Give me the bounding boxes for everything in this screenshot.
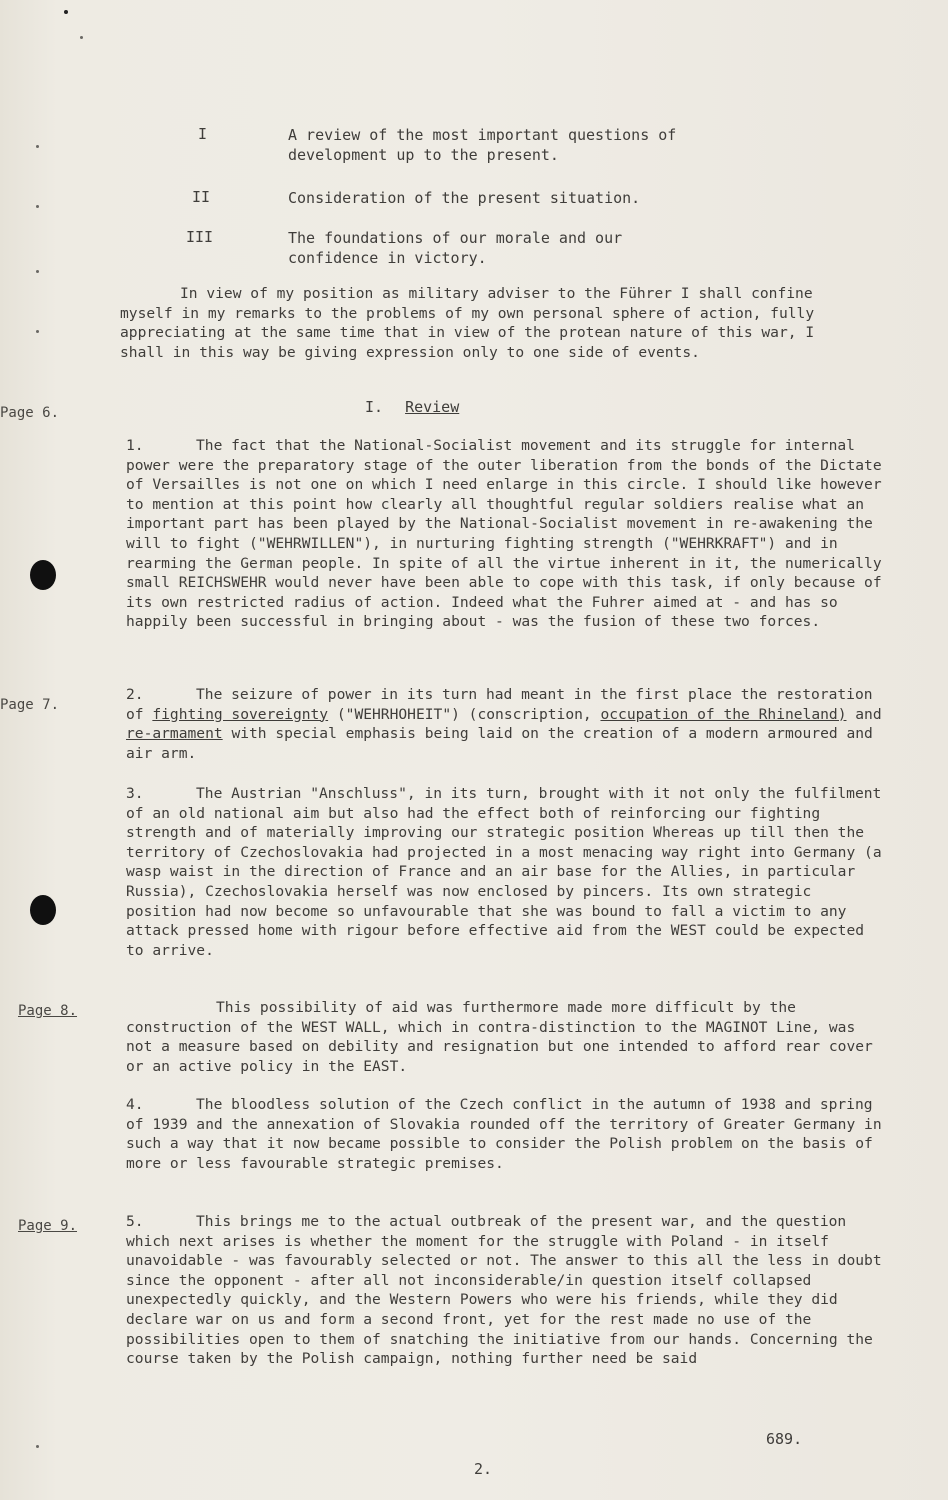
paragraph-2 <box>126 685 886 763</box>
section-heading <box>365 398 459 416</box>
speck <box>36 1445 39 1448</box>
speck <box>36 145 39 148</box>
outline-text: The foundations of our morale and our confidence in victory. <box>288 229 623 267</box>
paragraph-text: This possibility of aid was furthermore made more difficult by the construction of the WEST WALL, which in contra-distinction to the MAGINOT Line, was not a measure based on debility and resignation but one intended to afford rear cover or an active policy in the EAST. <box>126 999 873 1075</box>
paragraph-3b <box>126 998 886 1076</box>
paragraph-number: 3. <box>126 785 144 802</box>
outline-numeral: II <box>192 188 211 206</box>
paragraph-text: The Austrian "Anschluss", in its turn, brought with it not only the fulfilment of an old national aim but also had the effect both of reinforcing our fighting strength and of materially improving our strategic position Whereas up till then the territory of Czechoslovakia had projected in a most menacing way right into Germany (a wasp waist in the direction of France and an air base for the Allies, in particular Russia), Czechoslovakia herself was now enclosed by pincers. Its own strategic position had now become so unfavourable that she was bound to fall a victim to any attack pressed home with rigour before effective aid from the WEST could be expected to arrive. <box>126 785 882 959</box>
paragraph-text: ("WEHRHOHEIT") (conscription, <box>328 705 601 723</box>
page-number: 2. <box>474 1460 493 1478</box>
paragraph-3 <box>126 784 886 960</box>
speck <box>36 205 39 208</box>
paragraph-text: This brings me to the actual outbreak of the present war, and the question which next arises is whether the moment for the struggle with Poland - in itself unavoidable - was favourably selected or not. The answer to this all the less in doubt since the opponent - after all not inconsiderable/in question itself collapsed unexpectedly quickly, and the Western Powers who were his friends, while they did declare war on us and form a second front, yet for the rest made no use of the possibilities open to them of snatching the initiative from our hands. Concerning the course taken by the Polish campaign, nothing further need be said <box>126 1213 882 1368</box>
paragraph-text: The seizure of power in its turn had meant in the first place the restoration of <box>126 686 873 723</box>
outline-numeral: III <box>186 228 214 246</box>
outline-text: A review of the most important questions of development up to the present. <box>288 126 677 164</box>
margin-note-page-8: Page 8. <box>18 1003 78 1019</box>
paragraph-5 <box>126 1212 886 1369</box>
outline-numeral: I <box>198 125 208 143</box>
speck <box>36 270 39 273</box>
underlined-phrase: fighting sovereignty <box>152 705 329 723</box>
paragraph-number: 4. <box>126 1096 144 1113</box>
intro-paragraph <box>120 284 840 362</box>
underlined-phrase: occupation of the Rhineland) <box>600 705 847 723</box>
speck <box>36 330 39 333</box>
speck <box>80 36 83 39</box>
paragraph-text: The fact that the National-Socialist movement and its struggle for internal power were the preparatory stage of the outer liberation from the bonds of the Dictate of Versailles is not one on which I need enlarge in this circle. I should like however to mention at this point how clearly all thoughtful regular soldiers realise what an important part has been played by the National-Socialist movement in re-awakening the will to fight ("WEHRWILLEN"), in nurturing fighting strength ("WEHRKRAFT") and in rearming the German people. In spite of all the virtue inherent in it, the numerically small REICHSWEHR would never have been able to cope with this task, if only because of its own restricted radius of action. Indeed what the Fuhrer aimed at - and has so happily been successful in bringing about - was the fusion of these two forces. <box>126 437 882 631</box>
paragraph-4 <box>126 1095 886 1173</box>
paragraph-number: 1. <box>126 437 144 454</box>
section-title: Review <box>405 398 460 416</box>
punch-hole <box>30 560 56 590</box>
margin-note-page-6: Page 6. <box>0 405 60 421</box>
section-numeral: I. <box>365 398 384 416</box>
margin-note-page-7: Page 7. <box>0 697 60 713</box>
paragraph-text: The bloodless solution of the Czech conflict in the autumn of 1938 and spring of 1939 and the annexation of Slovakia rounded off the territory of Greater Germany in such a way that it now became possible to consider the Polish problem on the basis of more or less favourable strategic premises. <box>126 1096 882 1172</box>
paragraph-1 <box>126 436 886 632</box>
paragraph-number: 5. <box>126 1213 144 1230</box>
speck <box>64 10 68 14</box>
document-number: 689. <box>766 1430 803 1448</box>
paragraph-text: and <box>846 705 882 723</box>
margin-note-page-9: Page 9. <box>18 1218 78 1234</box>
paragraph-number: 2. <box>126 686 144 703</box>
underlined-phrase: re-armament <box>126 725 223 743</box>
outline-text: Consideration of the present situation. <box>288 189 641 207</box>
punch-hole <box>30 895 56 925</box>
paragraph-text: with special emphasis being laid on the creation of a modern armoured and air arm. <box>126 725 873 762</box>
intro-text: In view of my position as military adviser to the Führer I shall confine myself in my remarks to the problems of my own personal sphere of action, fully appreciating at the same time that in view of the protean nature of this war, I shall in this way be giving expression only to one side of events. <box>120 285 815 361</box>
